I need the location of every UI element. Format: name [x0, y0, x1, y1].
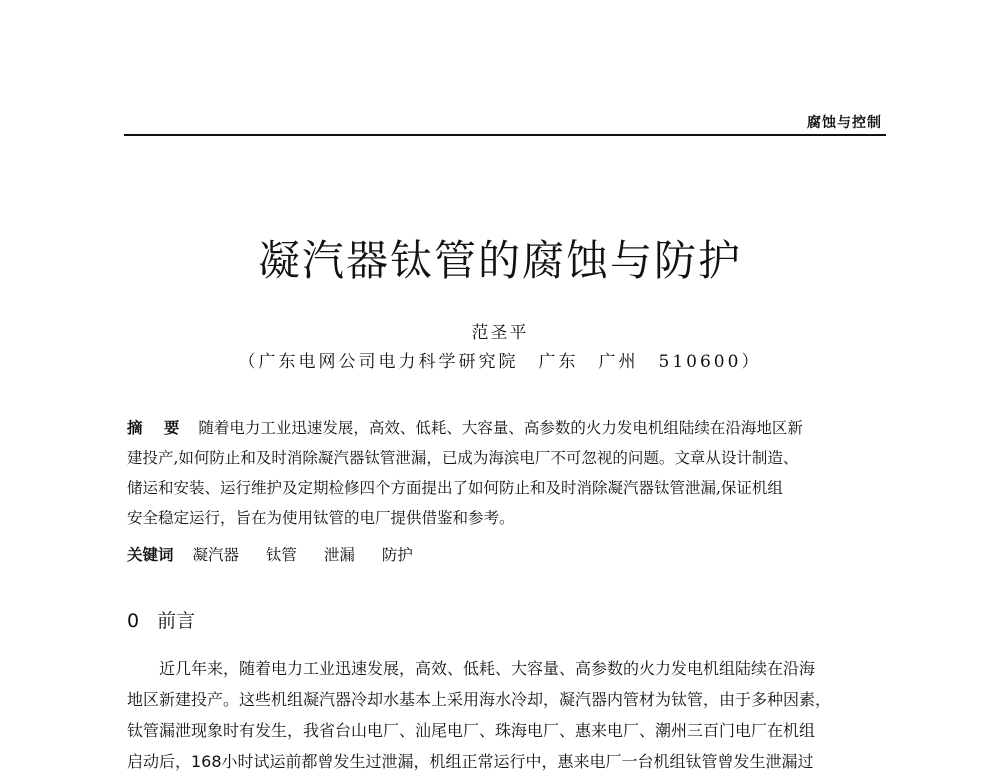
body-line: 地区新建投产。这些机组凝汽器冷却水基本上采用海水冷却，凝汽器内管材为钛管，由于多种因素，: [127, 690, 832, 709]
keyword: 防护: [381, 546, 413, 564]
abstract-line: 储运和安装、运行维护及定期检修四个方面提出了如何防止和及时消除凝汽器钛管泄漏,保证机组: [127, 479, 783, 497]
abstract: [127, 413, 892, 533]
body-line: 近几年来，随着电力工业迅速发展，高效、低耗、大容量、高参数的火力发电机组陆续在沿海: [159, 659, 816, 678]
abstract-line: 安全稳定运行，旨在为使用钛管的电厂提供借鉴和参考。: [127, 509, 515, 527]
abstract-line: [127, 413, 892, 443]
section-title: 前言: [157, 610, 196, 632]
abstract-line: 建投产,如何防止和及时消除凝汽器钛管泄漏，已成为海滨电厂不可忽视的问题。文章从设计制造、: [127, 449, 799, 467]
keyword: 钛管: [265, 546, 297, 564]
header-rule: [124, 134, 886, 136]
keyword: 泄漏: [323, 546, 355, 564]
keyword: 凝汽器: [192, 546, 239, 564]
author-affiliation: （广东电网公司电力科学研究院 广东 广州 510600）: [238, 352, 762, 372]
body-line: 启动后，168小时试运前都曾发生过泄漏，机组正常运行中，惠来电厂一台机组钛管曾发生泄漏过: [127, 752, 814, 771]
section-number: 0: [127, 610, 140, 632]
running-header-section: 腐蚀与控制: [807, 115, 882, 131]
keywords: [127, 543, 435, 565]
keywords-label: 关键词: [127, 546, 174, 564]
abstract-text: 随着电力工业迅速发展，高效、低耗、大容量、高参数的火力发电机组陆续在沿海地区新: [198, 419, 803, 437]
author-name: 范圣平: [471, 323, 529, 343]
body-line: 钛管漏泄现象时有发生，我省台山电厂、汕尾电厂、珠海电厂、惠来电厂、潮州三百门电厂在机组: [127, 721, 816, 740]
abstract-label: 摘 要: [127, 419, 188, 437]
body-text: [127, 653, 892, 777]
section-heading: [127, 606, 195, 633]
article-title: 凝汽器钛管的腐蚀与防护: [257, 236, 742, 285]
